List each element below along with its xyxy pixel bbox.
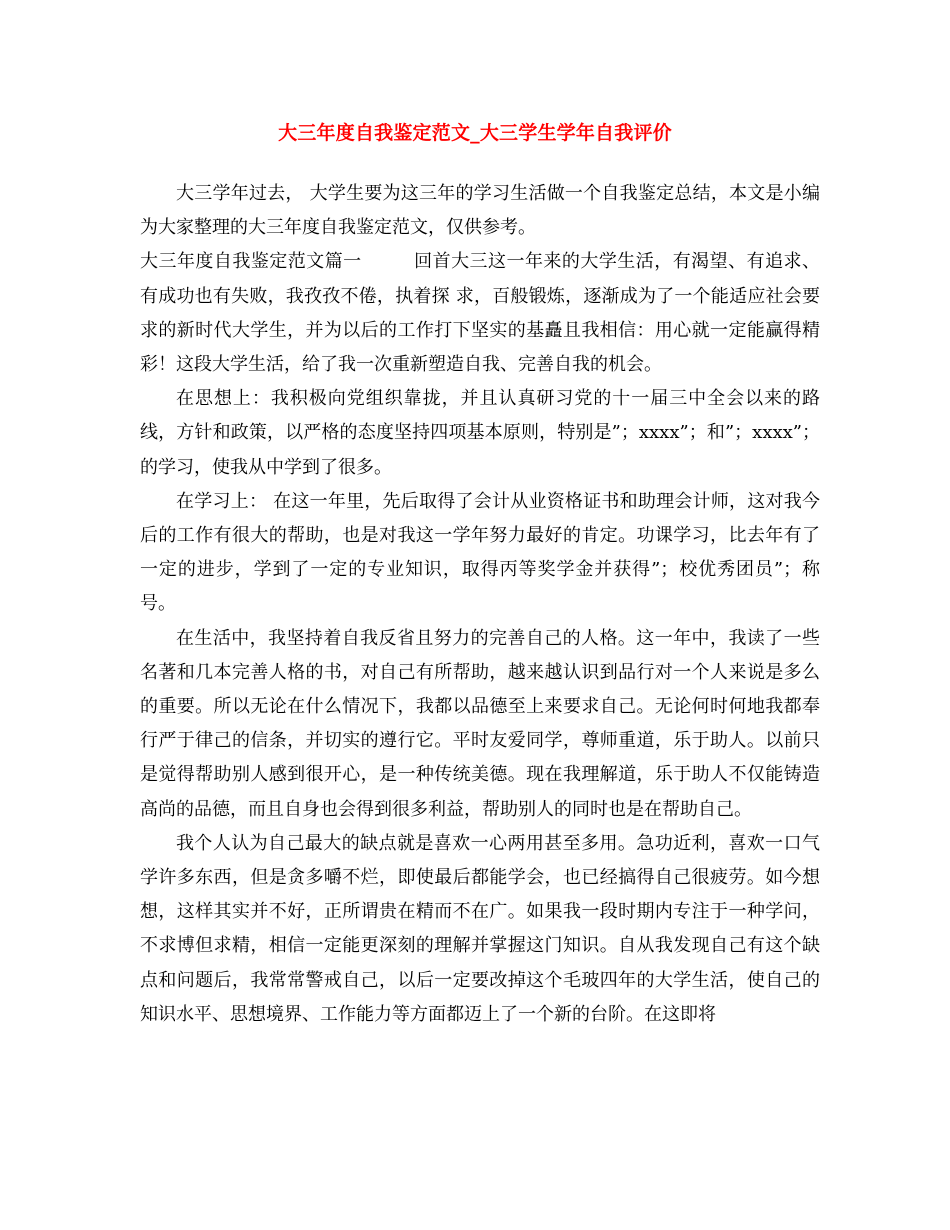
document-body bbox=[140, 177, 820, 1032]
life-paragraph: 在生活中，我坚持着自我反省且努力的完善自己的人格。这一年中，我读了一些名著和几本完善人格的书，对自己有所帮助，越来越认识到品行对一个人来说是多么的重要。所以无论在什么情况下，我都以品德至上来要求自己。无论何时何地我都奉行严于律己的信条，并切实的遵行它。平时友爱同学，尊师重道，乐于助人。以前只是觉得帮助别人感到很开心，是一种传统美德。现在我理解道，乐于助人不仅能铸造高尚的品德，而且自身也会得到很多利益，帮助别人的同时也是在帮助自己。 bbox=[140, 627, 820, 820]
study-paragraph: 在学习上： 在这一年里，先后取得了会计从业资格证书和助理会计师，这对我今后的工作有很大的帮助，也是对我这一学年努力最好的肯定。功课学习，比去年有了一定的进步，学到了一定的专业知识，取得丙等奖学金并获得”；校优秀团员”；称号。 bbox=[140, 490, 820, 615]
section-paragraph bbox=[140, 245, 820, 382]
thought-paragraph: 在思想上：我积极向党组织靠拢，并且认真研习党的十一届三中全会以来的路线，方针和政策，以严格的态度坚持四项基本原则，特别是”；xxxx”；和”；xxxx”；的学习，使我从中学到了很多。 bbox=[140, 388, 820, 478]
weakness-paragraph: 我个人认为自己最大的缺点就是喜欢一心两用甚至多用。急功近利，喜欢一口气学许多东西，但是贪多嚼不烂，即使最后都能学会，也已经搞得自己很疲劳。如今想想，这样其实并不好，正所谓贵在精而不在广。如果我一段时期内专注于一种学问，不求博但求精，相信一定能更深刻的理解并掌握这门知识。自从我发现自己有这个缺点和问题后，我常常警戒自己，以后一定要改掉这个毛玻四年的大学生活，使自己的知识水平、思想境界、工作能力等方面都迈上了一个新的台阶。在这即将 bbox=[140, 832, 820, 1025]
section-heading: 大三年度自我鉴定范文篇一 bbox=[140, 251, 362, 273]
document-title: 大三年度自我鉴定范文_大三学生学年自我评价 bbox=[278, 122, 672, 144]
section-first-paragraph: 回首大三这一年来的大学生活，有渴望、有追求、有成功也有失败，我孜孜不倦，执着探 求，百般锻炼，逐渐成为了一个能适应社会要求的新时代大学生，并为以后的工作打下坚实的基矗且我相信：用心就一定能赢得精彩！这段大学生活，给了我一次重新塑造自我、完善自我的机会。 bbox=[140, 251, 821, 376]
intro-paragraph: 大三学年过去， 大学生要为这三年的学习生活做一个自我鉴定总结，本文是小编为大家整理的大三年度自我鉴定范文，仅供参考。 bbox=[140, 183, 820, 239]
